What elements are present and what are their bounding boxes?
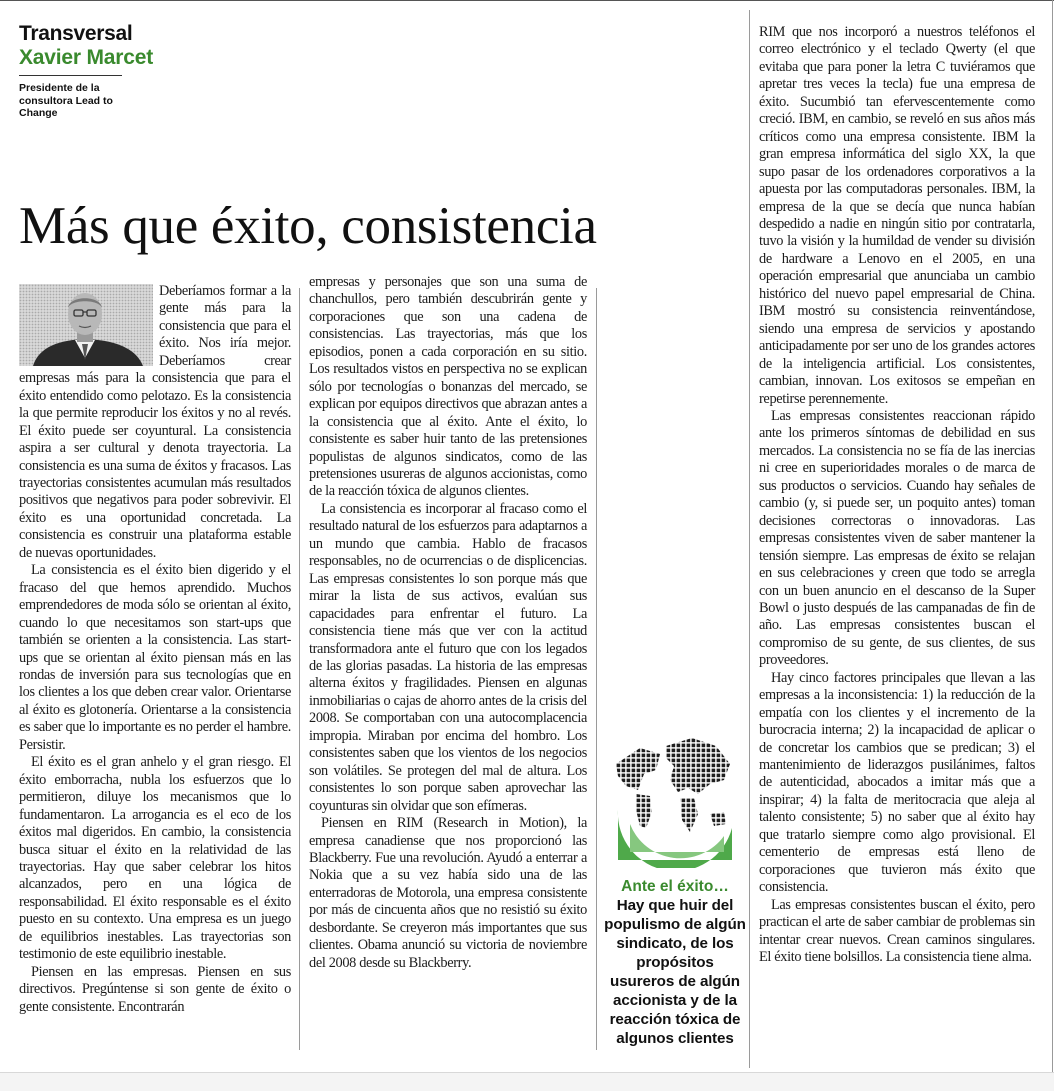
globe-illustration (606, 728, 744, 868)
column-divider (596, 288, 597, 1050)
section-name: Transversal (19, 22, 133, 45)
column-masthead (19, 22, 199, 120)
paragraph: Piensen en RIM (Research in Motion), la empresa canadiense que nos proporcionó las Blackberry. Fue una revolución. Ayudó a enterrar a Nokia que a su vez había sido una de las enterradoras de Motorola, una empresa consistente por más de cincuenta años que no resistió su éxito desbordante. Se creyeron más importantes que sus clientes. Obama anunció su victoria de noviembre del 2008 desde su Blackberry. (309, 815, 587, 971)
paragraph: Deberíamos formar a la gente más para la consistencia que para el éxito. Nos iría mejor. Deberíamos crear empresas más para la consistencia que para el éxito entendido como pelotazo. Es la consistencia la que permite reproducir los éxitos y no al revés. El éxito puede ser coyuntural. La consistencia aspira a ser cultural y denota trayectoria. La consistencia es una suma de éxitos y fracasos. Las trayectorias consistentes acumulan más resultados positivos que negativos para poder sobrevivir. El éxito es una oportunidad concretada. La consistencia es construir una plataforma estable de nuevas oportunidades. (19, 283, 291, 561)
pull-quote-lead: Ante el éxito… (621, 878, 729, 895)
paragraph: RIM que nos incorporó a nuestros teléfonos el correo electrónico y el teclado Qwerty (el que evitaba que para poner la letra C tuviéramos que apretar tres veces la tecla) fue una empresa de éxito. Sucumbió tan efervescentemente como creció. IBM, en cambio, se reveló en sus años más críticos como una empresa consistente. IBM la gran empresa informática del siglo XX, la que supo pasar de los ordenadores corporativos a la apuesta por las computadoras personales. IBM, la empresa de la que se decía que nunca habían despedido a nadie en ningún sitio por contratarla, tuvo la visión y la humildad de vender su división de hardware a Lenovo en el 2005, en una operación empresarial que anunciaba un cambio histórico del nuevo papel empresarial de China. IBM mostró su consistencia reinventándose, siendo una empresa de servicios y apostando anticipadamente por ser uno de los grandes actores de la inteligencia artificial. Los consistentes, cambian, innovan. Los exitosos se empeñan en repetirse perennemente. (759, 24, 1035, 407)
pull-quote-body: Hay que huir del populismo de algún sindicato, de los propósitos usureros de algún accionista y de la reacción tóxica de algunos clientes (604, 897, 746, 1047)
page-bottom-band (0, 1072, 1054, 1091)
paragraph: Hay cinco factores principales que llevan a las empresas a la inconsistencia: 1) la reducción de la empatía con los clientes y el incremento de la burocracia interna; 2) la incapacidad de aplicar o de concretar los cambios que se predican; 3) el mantenimiento de liderazgos pusilánimes, faltos de autenticidad, abocados a imitar más que a inspirar; 4) la falta de meritocracia que aleja al talento consistente; 5) no saber que al éxito hay que tratarlo siempre como algo provisional. El cementerio de empresas está lleno de corporaciones que tuvieron más éxito que consistencia. (759, 669, 1035, 896)
pull-quote (603, 877, 747, 1048)
column-divider (299, 288, 300, 1050)
paragraph: La consistencia es incorporar al fracaso como el resultado natural de los esfuerzos para adaptarnos a un mundo que cambia. Hablo de fracasos responsables, no de ocurrencias o de displicencias. Las empresas consistentes lo son porque más que mirar la lista de sus activos, evalúan sus capacidades para enfrentar el futuro. La consistencia tiene más que ver con la actitud transformadora ante el futuro que con los legados de las glorias pasadas. La historia de las empresas alterna éxitos y fragilidades. Piensen en algunas inmobiliarias o cajas de ahorro antes de la crisis del 2008. Se comportaban con una autocomplacencia impropia. Miraban por encima del hombro. Los consistentes saben que los vientos de los negocios son volátiles. Se protegen del mal de altura. Los consistentes lo son porque saben aprovechar las coyunturas sin olvidar que son efímeras. (309, 500, 587, 814)
masthead-rule (19, 75, 122, 76)
paragraph: Las empresas consistentes buscan el éxito, pero practican el arte de saber cambiar de problemas sin intentar crear nuevos. Crean caminos singulares. El éxito tiene bolsillos. La consistencia tiene alma. (759, 896, 1035, 966)
paragraph: La consistencia es el éxito bien digerido y el fracaso del que hemos aprendido. Muchos emprendedores de moda sólo se orientan al éxito, cuando lo que necesitamos son start-ups que también se orienten a la consistencia. Las start-ups que se orientan al éxito piensan más en las rondas de inversión para sus tecnologías que en los clientes a los que deben crear valor. Orientarse al éxito es glotonería. Orientarse a la consistencia es saber que lo importante es no perder el hambre. Persistir. (19, 562, 291, 753)
paragraph: Piensen en las empresas. Piensen en sus directivos. Pregúntense si son gente de éxito o gente consistente. Encontrarán (19, 963, 291, 1015)
paragraph: empresas y personajes que son una suma de chanchullos, pero también descubrirán gente y corporaciones que son una cadena de consistencias. Las trayectorias, más que los episodios, ponen a cada corporación en su sitio. Los resultados vistos en perspectiva no se explican sólo por tecnologías o bonanzas del mercado, se explican por equipos directivos que abrazan antes a la consistencia que al éxito. Ante el éxito, lo consistente es saber huir tanto de las pretensiones populistas de algunos sindicatos, como de las pretensiones usureras de algunos accionistas, como de la reacción tóxica de algunos clientes. (309, 274, 587, 500)
author-role: Presidente de la consultora Lead to Change (19, 82, 113, 119)
article-column-1 (19, 283, 291, 1016)
paragraph: Las empresas consistentes reaccionan rápido ante los primeros síntomas de debilidad en sus mercados. La consistencia no se fía de las inercias ni cree en superioridades morales o de marca de sus productos o servicios. Cuando hay señales de cambio (y, si puede ser, un poquito antes) toman decisiones correctoras o innovadoras. Las empresas consistentes viven de saber mantener la tensión siempre. Las empresas de éxito se relajan en sus celebraciones y creen que todo se arregla con un buen anuncio en el descanso de la Super Bowl o justo después de las campanadas de fin de año. Las empresas consistentes buscan el compromiso de su gente, de sus clientes, de sus proveedores. (759, 407, 1035, 669)
article-column-3 (759, 24, 1035, 966)
article-column-2 (309, 274, 587, 972)
headline: Más que éxito, consistencia (19, 197, 597, 255)
right-edge-rule (1052, 0, 1053, 1080)
column-divider (749, 10, 750, 1068)
top-rule (0, 0, 1054, 1)
paragraph: El éxito es el gran anhelo y el gran riesgo. El éxito emborracha, nubla los esfuerzos que lo permitieron, diluye los mecanismos que lo fundamentaron. La arrogancia es el eco de los éxitos mal digeridos. En cambio, la consistencia busca situar el éxito en la relatividad de las trayectorias. Hay que saber celebrar los hitos alcanzados, pero en una lógica de responsabilidad. El éxito responsable es el éxito puesto en su contexto. Una empresa es un juego de equilibrios inestables. Las trayectorias son testimonio de este equilibrio inestable. (19, 754, 291, 963)
author-portrait (19, 284, 153, 366)
author-name: Xavier Marcet (19, 46, 153, 69)
